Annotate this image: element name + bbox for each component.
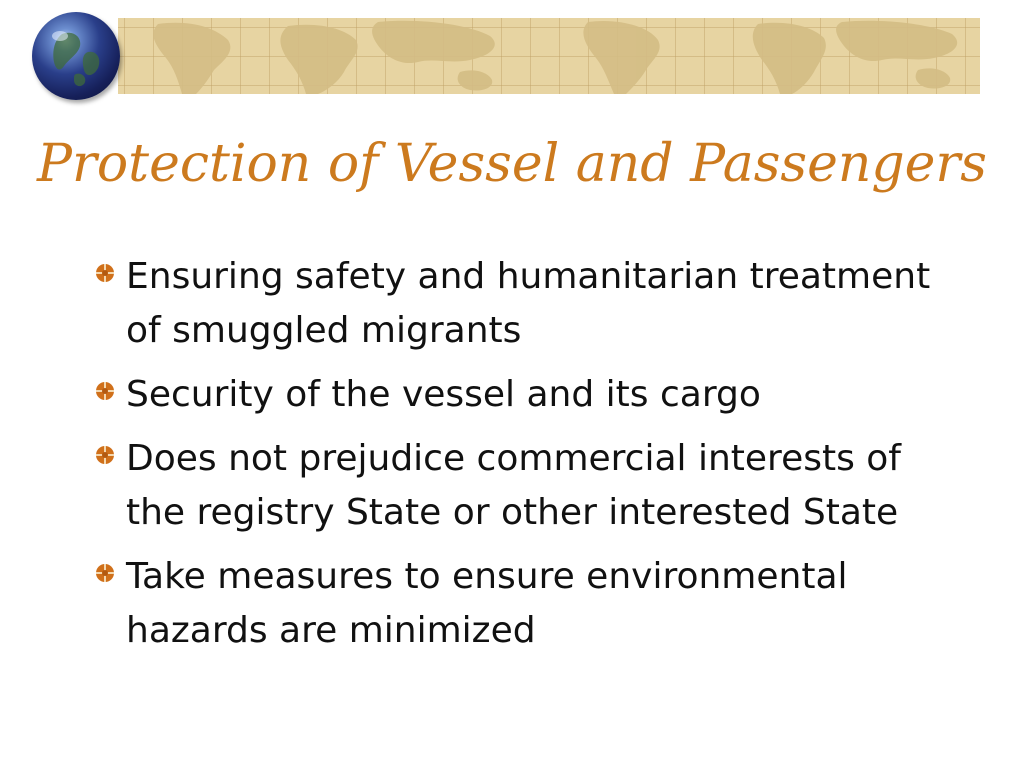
bullet-text: Take measures to ensure environmental hazards are minimized xyxy=(126,556,848,651)
bullet-text: Ensuring safety and humanitarian treatment of smuggled migrants xyxy=(126,256,931,351)
bullet-item xyxy=(88,550,968,658)
bullet-text: Does not prejudice commercial interests of the registry State or other interested State xyxy=(126,438,901,533)
bullet-item xyxy=(88,250,968,358)
bullet-item xyxy=(88,432,968,540)
compass-bullet-icon xyxy=(94,380,116,402)
bullet-text: Security of the vessel and its cargo xyxy=(126,374,761,415)
bullet-item xyxy=(88,368,968,422)
globe-continents xyxy=(32,12,120,100)
compass-bullet-icon xyxy=(94,262,116,284)
world-map-silhouette xyxy=(118,18,980,94)
slide-title: Protection of Vessel and Passengers xyxy=(37,134,987,194)
globe-icon xyxy=(32,12,120,100)
bullet-list xyxy=(88,250,968,668)
compass-bullet-icon xyxy=(94,444,116,466)
compass-bullet-icon xyxy=(94,562,116,584)
world-map-banner xyxy=(118,18,980,94)
